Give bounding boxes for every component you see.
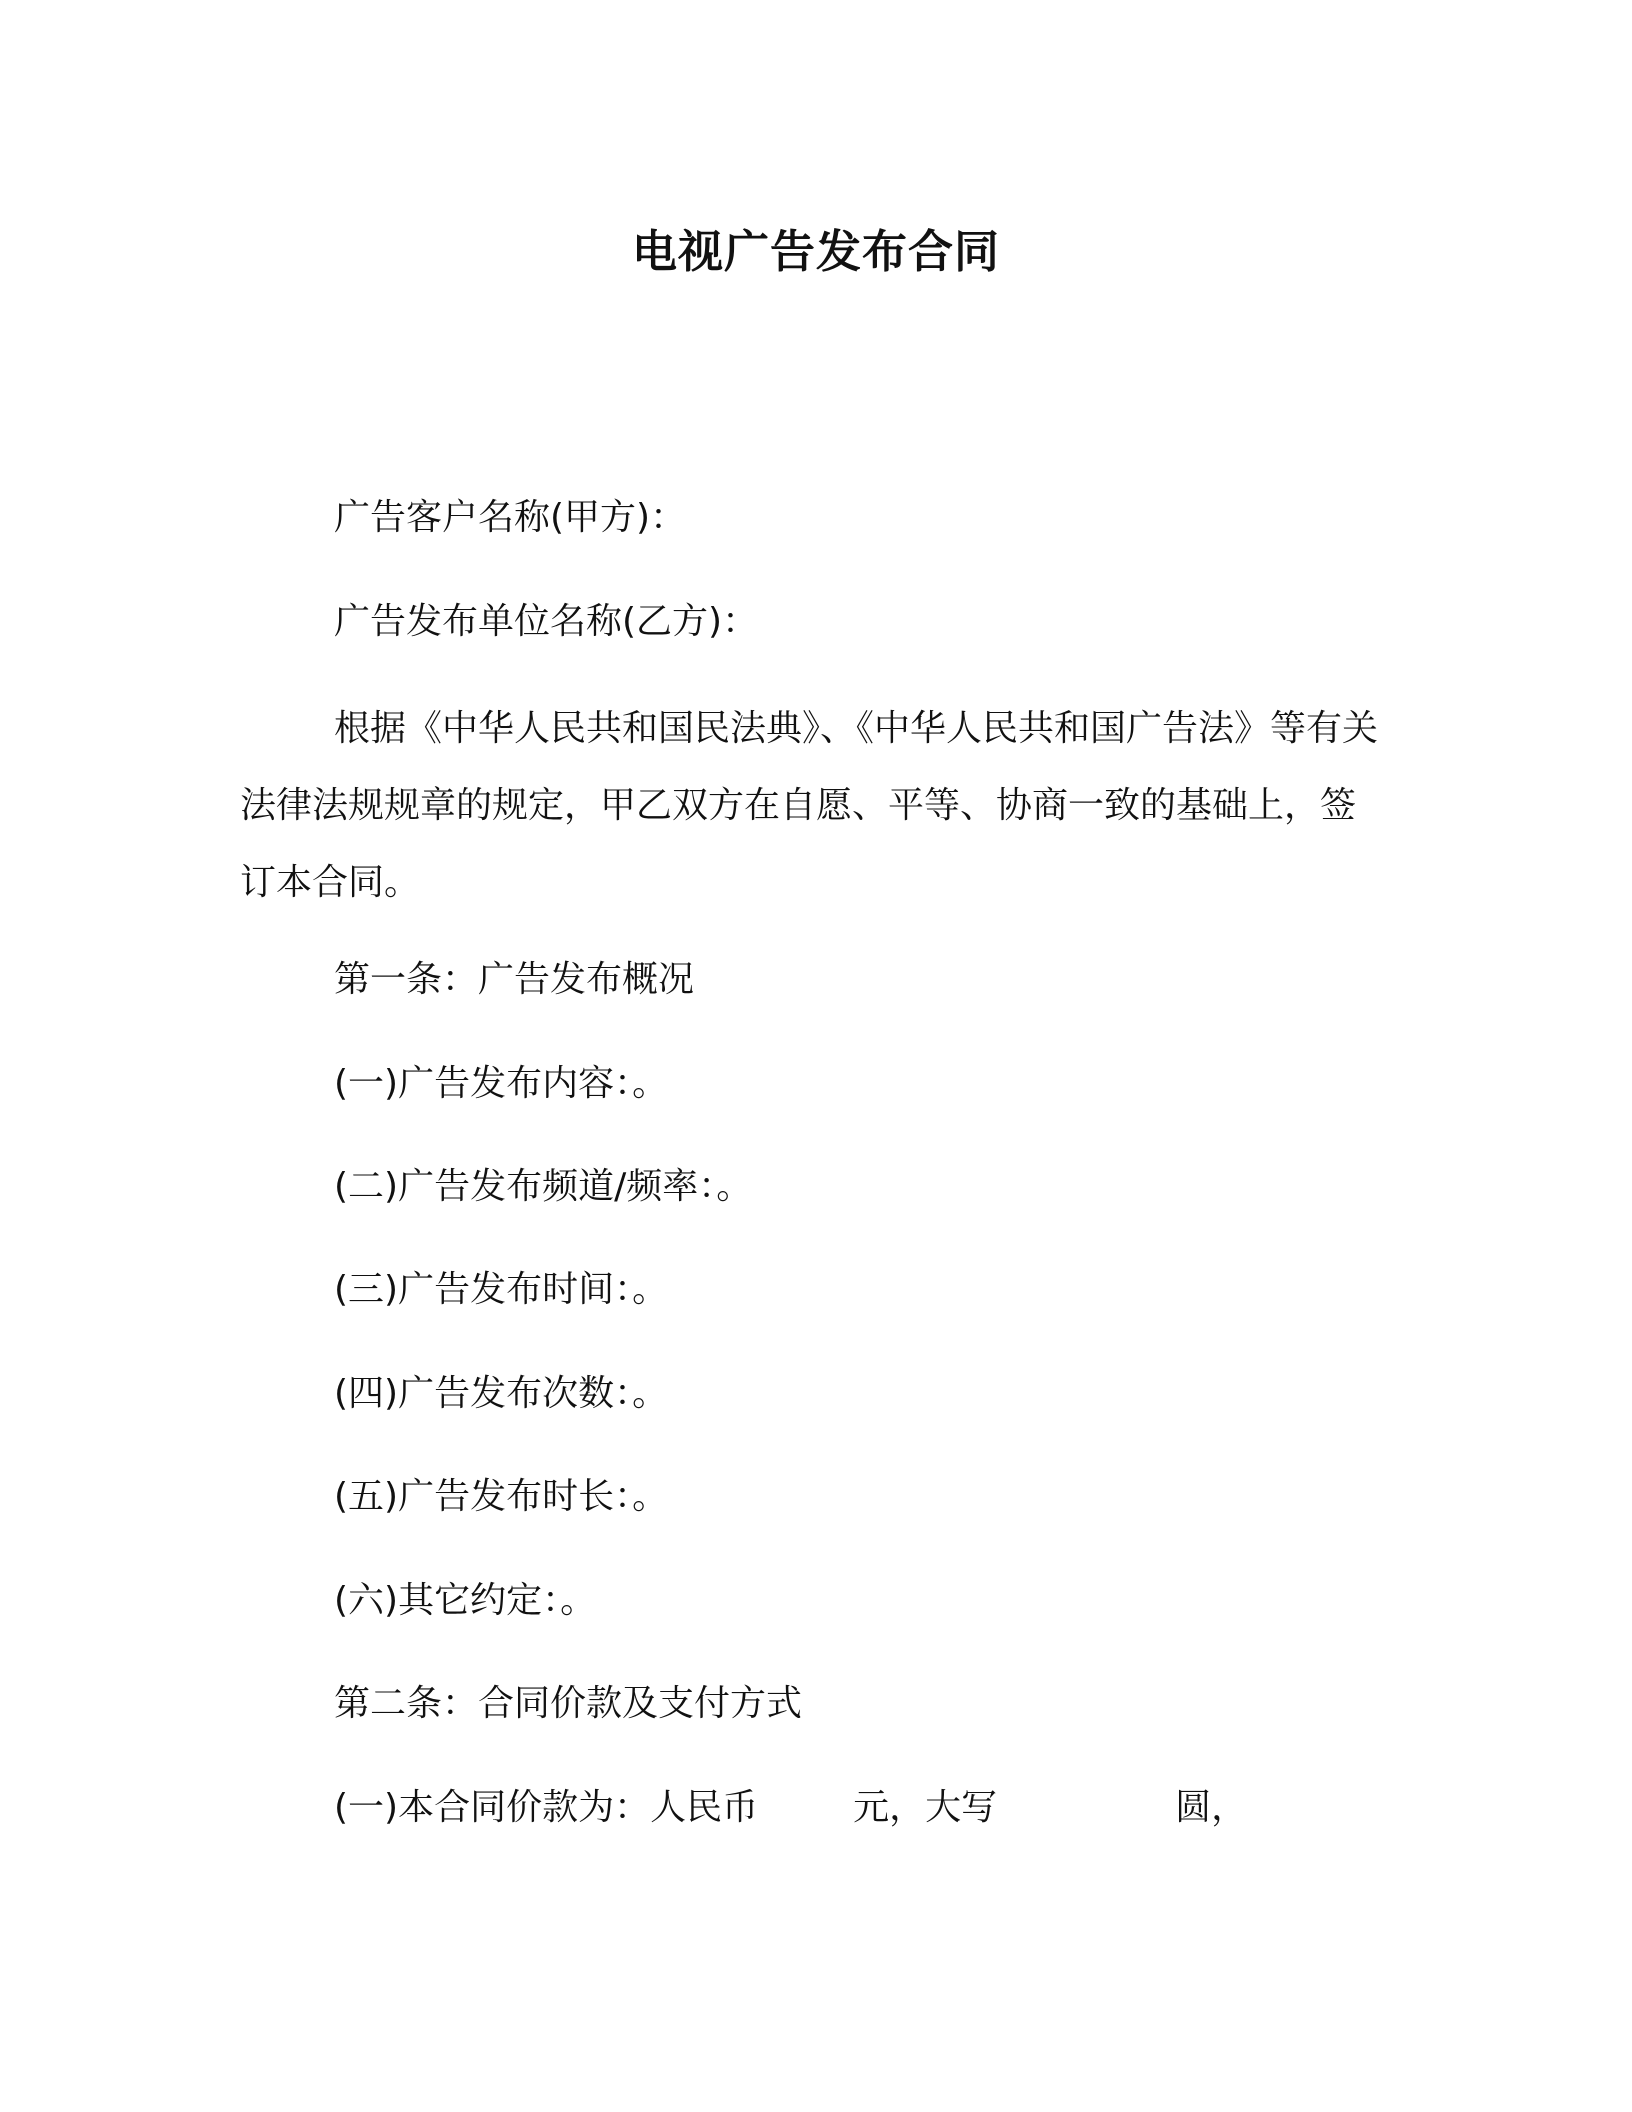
article1-item: (一)广告发布内容：。: [334, 1063, 669, 1104]
article1-item: (四)广告发布次数：。: [334, 1373, 669, 1414]
article1-heading: 第一条：广告发布概况: [334, 959, 695, 1000]
article1-item: (五)广告发布时长：。: [334, 1476, 669, 1517]
party-b-line: 广告发布单位名称(乙方)：: [334, 601, 759, 642]
article1-item: (六)其它约定：。: [334, 1580, 597, 1621]
article1-item: (二)广告发布频道/频率：。: [334, 1166, 753, 1207]
article1-item: (三)广告发布时间：。: [334, 1269, 669, 1310]
price-suffix: 圆，: [1175, 1787, 1248, 1828]
party-a-line: 广告客户名称(甲方)：: [334, 497, 687, 538]
document-title: 电视广告发布合同: [631, 225, 1000, 278]
price-prefix: (一)本合同价款为：人民币: [334, 1787, 759, 1828]
article2-heading: 第二条：合同价款及支付方式: [334, 1683, 803, 1724]
article2-price-line: [334, 1784, 1247, 1832]
price-mid: 元，大写: [853, 1787, 998, 1828]
preamble-paragraph: 根据《中华人民共和国民法典》、《中华人民共和国广告法》等有关法律法规规章的规定，甲乙双方在自愿、平等、协商一致的基础上，签订本合同。: [240, 708, 1379, 903]
